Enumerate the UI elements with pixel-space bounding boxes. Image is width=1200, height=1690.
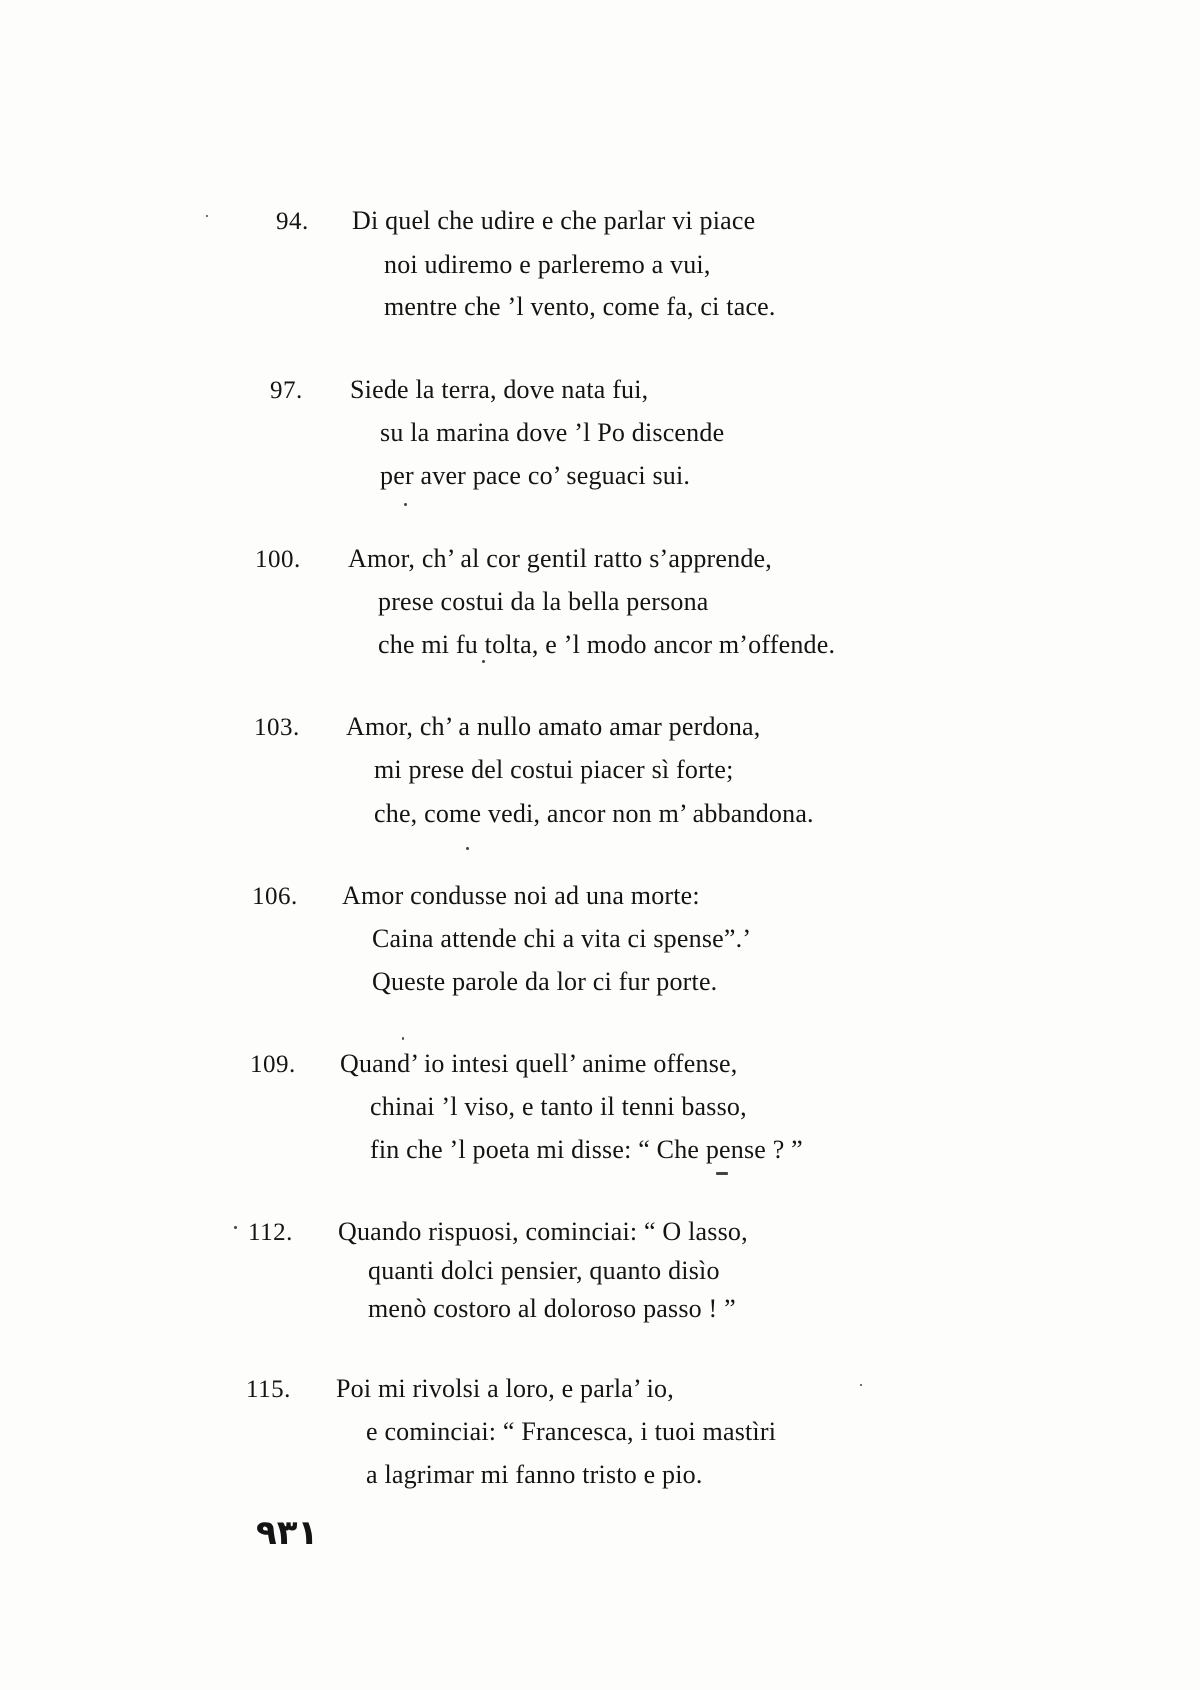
scan-speck [716,1172,728,1175]
verse-line: che mi fu tolta, e ’l modo ancor m’offende. [378,630,836,659]
verse-line: prese costui da la bella persona [378,587,709,616]
verse-line: per aver pace co’ seguaci sui. [380,461,691,490]
verse-line: Caina attende chi a vita ci spense”.’ [372,924,752,953]
verse-number: 112. [248,1219,293,1246]
verse-line: Di quel che udire e che parlar vi piace [352,206,756,235]
verse-line: e cominciai: “ Francesca, i tuoi mastìri [366,1417,777,1446]
verse-line: menò costoro al doloroso passo ! ” [368,1294,736,1323]
verse-line: fin che ’l poeta mi disse: “ Che pense ? ” [370,1135,803,1164]
verse-line: Queste parole da lor ci fur porte. [372,967,718,996]
scan-speck [234,1226,237,1229]
verse-line: a lagrimar mi fanno tristo e pio. [366,1460,703,1489]
verse-line: mi prese del costui piacer sì forte; [374,755,734,784]
verse-line: Quando rispuosi, cominciai: “ O lasso, [338,1217,748,1246]
scan-speck [482,660,485,663]
verse-line: Amor, ch’ a nullo amato amar perdona, [346,712,761,741]
verse-number: 115. [246,1376,291,1403]
verse-line: Amor, ch’ al cor gentil ratto s’apprende, [348,544,772,573]
verse-number: 94. [276,208,309,235]
scan-speck [860,1384,862,1386]
verse-line: Quand’ io intesi quell’ anime offense, [340,1049,738,1078]
scan-speck [466,847,469,850]
verse-line: Poi mi rivolsi a loro, e parla’ io, [336,1374,674,1403]
verse-number: 109. [250,1051,296,1078]
verse-line: chinai ’l viso, e tanto il tenni basso, [370,1092,747,1121]
verse-line: Amor condusse noi ad una morte: [342,881,700,910]
scan-speck [404,503,407,506]
verse-line: Siede la terra, dove nata fui, [350,375,649,404]
verse-number: 97. [270,377,303,404]
verse-number: 103. [254,714,300,741]
scan-speck [206,215,208,217]
verse-number: 100. [255,546,301,573]
verse-line: su la marina dove ’l Po discende [380,418,725,447]
verse-line: noi udiremo e parleremo a vui, [384,250,711,279]
scan-speck [402,1037,404,1040]
page-number: ١٣٩ [256,1513,319,1553]
verse-number: 106. [252,883,298,910]
verse-line: mentre che ’l vento, come fa, ci tace. [384,292,776,321]
verse-line: che, come vedi, ancor non m’ abbandona. [374,799,814,828]
verse-line: quanti dolci pensier, quanto disìo [368,1256,720,1285]
